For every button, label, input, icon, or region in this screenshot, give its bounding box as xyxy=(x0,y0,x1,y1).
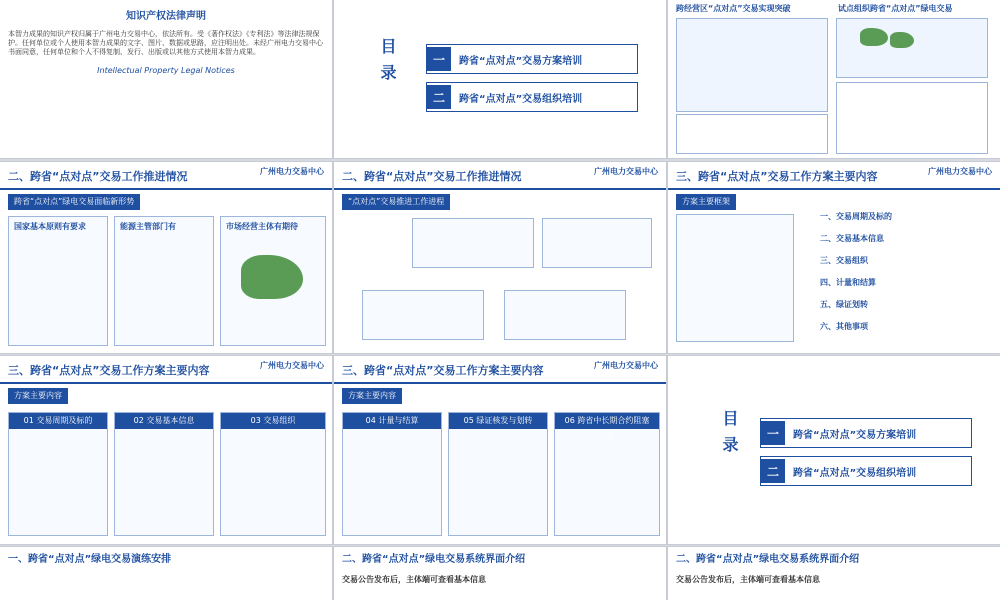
bottom-1-title: 一、跨省“点对点”绿电交易演练安排 xyxy=(8,554,172,565)
overview-photo-placeholder xyxy=(676,114,828,154)
workflow-3-section-1: 一、交易周期及标的 xyxy=(820,212,892,221)
contents-item-2[interactable] xyxy=(426,82,638,112)
workflow-3-section-3: 三、交易组织 xyxy=(820,256,868,265)
workflow-1-column-3-title: 市场经营主体有期待 xyxy=(226,222,298,231)
slide-content-2[interactable] xyxy=(334,356,666,544)
content-1-title: 三、跨省“点对点”交易工作方案主要内容 xyxy=(8,364,210,377)
overview-right-visual xyxy=(836,18,988,78)
contents-item-label-1: 跨省“点对点”交易方案培训 xyxy=(459,55,583,67)
content-2-logo: 广州电力交易中心 xyxy=(594,361,658,370)
workflow-2-subtitle: “点对点”交易推进工作进程 xyxy=(342,194,450,210)
contents-2-item-number-1: 一 xyxy=(761,421,785,445)
workflow-3-section-5: 五、绿证划转 xyxy=(820,300,868,309)
content-2-column-1 xyxy=(342,412,442,536)
slide-bottom-1[interactable] xyxy=(0,547,332,600)
contents-item-number-1: 一 xyxy=(427,47,451,71)
content-2-title: 三、跨省“点对点”交易工作方案主要内容 xyxy=(342,364,544,377)
content-1-column-2-header: 02 交易基本信息 xyxy=(115,413,213,429)
bottom-2-title: 二、跨省“点对点”绿电交易系统界面介绍 xyxy=(342,554,526,565)
content-2-column-3 xyxy=(554,412,660,536)
slide-bottom-3[interactable] xyxy=(668,547,1000,600)
overview-left-visual xyxy=(676,18,828,112)
content-2-column-1-header: 04 计量与结算 xyxy=(343,413,441,429)
content-2-column-2-header: 05 绿证核发与划转 xyxy=(449,413,547,429)
overview-right-title: 试点组织跨省“点对点”绿电交易 xyxy=(838,4,953,13)
workflow-1-column-3 xyxy=(220,216,326,346)
workflow-3-section-6: 六、其他事项 xyxy=(820,322,868,331)
content-1-column-1-header: 01 交易周期及标的 xyxy=(9,413,107,429)
contents-item-1[interactable] xyxy=(426,44,638,74)
workflow-2-box-3 xyxy=(362,290,484,340)
contents-2-item-label-2: 跨省“点对点”交易组织培训 xyxy=(793,467,917,479)
content-1-header xyxy=(0,356,332,384)
workflow-1-header xyxy=(0,162,332,190)
workflow-1-subtitle: 跨省“点对点”绿电交易面临新形势 xyxy=(8,194,140,210)
content-1-subtitle: 方案主要内容 xyxy=(8,388,68,404)
workflow-3-section-2: 二、交易基本信息 xyxy=(820,234,884,243)
content-1-column-1 xyxy=(8,412,108,536)
workflow-1-column-1 xyxy=(8,216,108,346)
workflow-1-column-2 xyxy=(114,216,214,346)
workflow-1-map-icon xyxy=(241,255,303,299)
workflow-3-logo: 广州电力交易中心 xyxy=(928,167,992,176)
contents-2-item-number-2: 二 xyxy=(761,459,785,483)
overview-map-shape-2 xyxy=(890,32,914,48)
content-2-column-3-header: 06 跨省中长期合约阻塞计算 xyxy=(555,413,659,429)
slide-workflow-1[interactable] xyxy=(0,162,332,353)
workflow-1-title: 二、跨省“点对点”交易工作推进情况 xyxy=(8,170,188,183)
content-2-subtitle: 方案主要内容 xyxy=(342,388,402,404)
bottom-3-subtitle: 交易公告发布后，主体端可查看基本信息 xyxy=(676,575,820,584)
workflow-1-column-2-title: 能源主管部门有 xyxy=(120,222,176,231)
workflow-2-title: 二、跨省“点对点”交易工作推进情况 xyxy=(342,170,522,183)
workflow-2-header xyxy=(334,162,666,190)
overview-chart-placeholder xyxy=(836,82,988,154)
copyright-body: 本智力成果的知识产权归属于广州电力交易中心，依法所有。受《著作权法》《专利法》等法律法规保护。任何单位或个人使用本智力成果的文字、图片、数据或思路，应注明出处。未经广州电力交易中心书面同意，任何单位和个人不得复制、发行、出版或以其他方式使用本智力成果。 xyxy=(8,29,323,57)
bottom-2-subtitle: 交易公告发布后，主体端可查看基本信息 xyxy=(342,575,486,584)
copyright-title: 知识产权法律声明 xyxy=(126,11,206,22)
workflow-3-title: 三、跨省“点对点”交易工作方案主要内容 xyxy=(676,170,878,183)
overview-left-title: 跨经营区“点对点”交易实现突破 xyxy=(676,4,791,13)
slide-overview-1[interactable] xyxy=(668,0,1000,158)
contents-2-item-2[interactable] xyxy=(760,456,972,486)
workflow-3-framework-panel xyxy=(676,214,794,342)
slide-content-1[interactable] xyxy=(0,356,332,544)
workflow-2-box-4 xyxy=(504,290,626,340)
workflow-2-box-2 xyxy=(542,218,652,268)
contents-2-item-1[interactable] xyxy=(760,418,972,448)
contents-item-number-2: 二 xyxy=(427,85,451,109)
content-1-column-2 xyxy=(114,412,214,536)
workflow-3-header xyxy=(668,162,1000,190)
copyright-en-title: Intellectual Property Legal Notices xyxy=(97,65,235,75)
slide-workflow-2[interactable] xyxy=(334,162,666,353)
bottom-3-title: 二、跨省“点对点”绿电交易系统界面介绍 xyxy=(676,554,860,565)
workflow-1-column-1-title: 国家基本原则有要求 xyxy=(14,222,86,231)
content-1-logo: 广州电力交易中心 xyxy=(260,361,324,370)
slide-contents-2[interactable] xyxy=(668,356,1000,544)
slide-contents-1[interactable] xyxy=(334,0,666,158)
content-1-column-3 xyxy=(220,412,326,536)
workflow-3-subtitle: 方案主要框架 xyxy=(676,194,736,210)
content-2-column-2 xyxy=(448,412,548,536)
content-2-header xyxy=(334,356,666,384)
content-1-column-3-header: 03 交易组织 xyxy=(221,413,325,429)
slide-workflow-3[interactable] xyxy=(668,162,1000,353)
workflow-1-logo: 广州电力交易中心 xyxy=(260,167,324,176)
workflow-2-box-1 xyxy=(412,218,534,268)
contents-heading: 目录 xyxy=(378,38,397,90)
overview-map-shape-1 xyxy=(860,28,888,46)
contents-item-label-2: 跨省“点对点”交易组织培训 xyxy=(459,93,583,105)
contents-2-heading: 目录 xyxy=(720,410,739,462)
workflow-3-section-4: 四、计量和结算 xyxy=(820,278,876,287)
slide-bottom-2[interactable] xyxy=(334,547,666,600)
contents-2-item-label-1: 跨省“点对点”交易方案培训 xyxy=(793,429,917,441)
slide-copyright[interactable] xyxy=(0,0,332,158)
workflow-2-logo: 广州电力交易中心 xyxy=(594,167,658,176)
